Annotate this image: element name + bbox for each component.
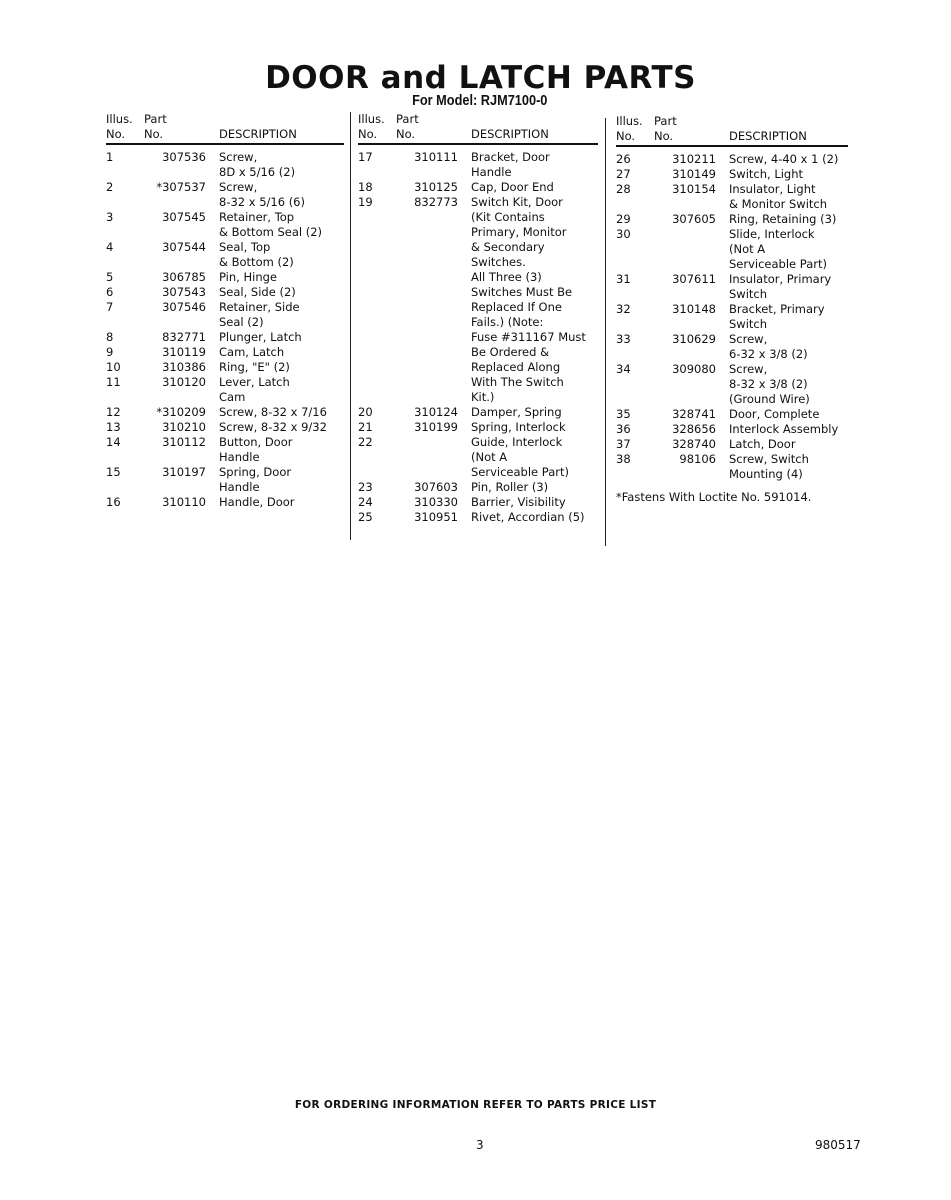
part-description: Ring, "E" (2) bbox=[219, 360, 290, 374]
part-description: Retainer, Side Seal (2) bbox=[219, 300, 300, 329]
table-row bbox=[106, 345, 344, 360]
part-description: Pin, Roller (3) bbox=[471, 480, 549, 494]
part-number: 328741 bbox=[672, 407, 716, 421]
table-row bbox=[106, 285, 344, 300]
part-description: Switch Kit, Door (Kit Contains Primary, Monitor & Secondary Switches. All Three (3) Switches Must Be Replaced If One Fails.) (Note: Fuse #311167 Must Be Ordered & Replaced Along With The Switch Kit.) bbox=[471, 195, 586, 404]
part-number: 310148 bbox=[672, 302, 716, 316]
table-row bbox=[616, 152, 848, 167]
part-description: Interlock Assembly bbox=[729, 422, 839, 436]
part-description: Rivet, Accordian (5) bbox=[471, 510, 585, 524]
table-row bbox=[358, 420, 598, 435]
illus-number: 14 bbox=[106, 435, 121, 449]
part-number: 310125 bbox=[414, 180, 458, 194]
illus-number: 12 bbox=[106, 405, 121, 419]
illus-number: 10 bbox=[106, 360, 121, 374]
table-row bbox=[106, 270, 344, 285]
part-number: 310120 bbox=[162, 375, 206, 389]
part-number: 310112 bbox=[162, 435, 206, 449]
table-row bbox=[616, 212, 848, 227]
part-number: 309080 bbox=[672, 362, 716, 376]
illus-number: 32 bbox=[616, 302, 631, 316]
part-number: 832771 bbox=[162, 330, 206, 344]
part-description: Screw, 8-32 x 5/16 (6) bbox=[219, 180, 305, 209]
part-description: Spring, Interlock bbox=[471, 420, 566, 434]
table-row bbox=[358, 480, 598, 495]
header-row-top bbox=[106, 112, 344, 127]
column-divider bbox=[350, 112, 351, 540]
table-row bbox=[106, 420, 344, 435]
illus-number: 2 bbox=[106, 180, 114, 194]
part-number: 310154 bbox=[672, 182, 716, 196]
header-row-bottom bbox=[616, 129, 848, 145]
table-row bbox=[358, 150, 598, 180]
table-row bbox=[616, 182, 848, 212]
illus-number: 33 bbox=[616, 332, 631, 346]
part-description: Screw, 8-32 x 9/32 bbox=[219, 420, 327, 434]
part-number: 310197 bbox=[162, 465, 206, 479]
description-header: DESCRIPTION bbox=[729, 129, 807, 143]
table-row bbox=[106, 375, 344, 405]
description-header: DESCRIPTION bbox=[219, 127, 297, 141]
illus-number: 21 bbox=[358, 420, 373, 434]
table-row bbox=[358, 405, 598, 420]
part-header: Part bbox=[144, 112, 167, 126]
header-rule bbox=[616, 145, 848, 147]
illus-number: 37 bbox=[616, 437, 631, 451]
no-header: No. bbox=[358, 127, 378, 141]
part-description: Latch, Door bbox=[729, 437, 796, 451]
part-number: 307546 bbox=[162, 300, 206, 314]
illus-number: 38 bbox=[616, 452, 631, 466]
illus-number: 18 bbox=[358, 180, 373, 194]
part-description: Slide, Interlock (Not A Serviceable Part) bbox=[729, 227, 827, 271]
document-id: 980517 bbox=[815, 1138, 861, 1152]
part-number: 310124 bbox=[414, 405, 458, 419]
illus-number: 22 bbox=[358, 435, 373, 449]
illus-number: 4 bbox=[106, 240, 114, 254]
table-row bbox=[616, 437, 848, 452]
part-number: 306785 bbox=[162, 270, 206, 284]
part-number: 832773 bbox=[414, 195, 458, 209]
part-number: 310210 bbox=[162, 420, 206, 434]
part-no-header: No. bbox=[396, 127, 416, 141]
illus-number: 20 bbox=[358, 405, 373, 419]
part-description: Button, Door Handle bbox=[219, 435, 293, 464]
table-row bbox=[106, 180, 344, 210]
table-row bbox=[616, 272, 848, 302]
illus-number: 28 bbox=[616, 182, 631, 196]
part-description: Cam, Latch bbox=[219, 345, 285, 359]
loctite-note: *Fastens With Loctite No. 591014. bbox=[616, 490, 812, 504]
illus-number: 9 bbox=[106, 345, 114, 359]
table-row bbox=[616, 167, 848, 182]
header-row-bottom bbox=[358, 127, 598, 143]
part-description: Barrier, Visibility bbox=[471, 495, 566, 509]
illus-number: 19 bbox=[358, 195, 373, 209]
table-row bbox=[358, 180, 598, 195]
table-row bbox=[106, 465, 344, 495]
table-row bbox=[106, 330, 344, 345]
illus-number: 15 bbox=[106, 465, 121, 479]
part-description: Door, Complete bbox=[729, 407, 820, 421]
part-description: Screw, 4-40 x 1 (2) bbox=[729, 152, 839, 166]
part-description: Cap, Door End bbox=[471, 180, 554, 194]
part-description: Switch, Light bbox=[729, 167, 804, 181]
model-subtitle: For Model: RJM7100-0 bbox=[412, 92, 548, 109]
part-number: 310199 bbox=[414, 420, 458, 434]
part-number: 307605 bbox=[672, 212, 716, 226]
part-number: 328740 bbox=[672, 437, 716, 451]
table-row bbox=[106, 405, 344, 420]
part-number: 307545 bbox=[162, 210, 206, 224]
part-description: Seal, Top & Bottom (2) bbox=[219, 240, 294, 269]
table-row bbox=[358, 495, 598, 510]
table-row bbox=[358, 195, 598, 405]
part-number: 307544 bbox=[162, 240, 206, 254]
illus-number: 35 bbox=[616, 407, 631, 421]
description-header: DESCRIPTION bbox=[471, 127, 549, 141]
illus-number: 24 bbox=[358, 495, 373, 509]
part-number: 328656 bbox=[672, 422, 716, 436]
illus-number: 17 bbox=[358, 150, 373, 164]
part-number: *310209 bbox=[156, 405, 206, 419]
illus-number: 34 bbox=[616, 362, 631, 376]
table-row bbox=[106, 240, 344, 270]
illus-number: 25 bbox=[358, 510, 373, 524]
part-number: *307537 bbox=[156, 180, 206, 194]
part-description: Seal, Side (2) bbox=[219, 285, 296, 299]
part-description: Bracket, Primary Switch bbox=[729, 302, 825, 331]
part-header: Part bbox=[396, 112, 419, 126]
illus-header: Illus. bbox=[106, 112, 133, 126]
table-row bbox=[616, 407, 848, 422]
parts-column-2 bbox=[358, 112, 598, 525]
table-row bbox=[358, 510, 598, 525]
parts-column-3 bbox=[616, 114, 848, 505]
table-row bbox=[616, 227, 848, 272]
table-row bbox=[106, 300, 344, 330]
illus-number: 30 bbox=[616, 227, 631, 241]
no-header: No. bbox=[106, 127, 126, 141]
part-description: Screw, Switch Mounting (4) bbox=[729, 452, 809, 481]
ordering-info-footer: FOR ORDERING INFORMATION REFER TO PARTS PRICE LIST bbox=[294, 1099, 657, 1111]
table-row bbox=[616, 452, 848, 482]
table-row bbox=[106, 435, 344, 465]
part-description: Screw, 8D x 5/16 (2) bbox=[219, 150, 296, 179]
illus-number: 11 bbox=[106, 375, 121, 389]
table-row bbox=[358, 435, 598, 480]
part-number: 98106 bbox=[679, 452, 716, 466]
part-number bbox=[654, 227, 716, 272]
table-row bbox=[106, 150, 344, 180]
illus-number: 13 bbox=[106, 420, 121, 434]
illus-number: 29 bbox=[616, 212, 631, 226]
part-description: Handle, Door bbox=[219, 495, 295, 509]
no-header: No. bbox=[616, 129, 636, 143]
illus-number: 16 bbox=[106, 495, 121, 509]
illus-number: 6 bbox=[106, 285, 114, 299]
part-no-header: No. bbox=[654, 129, 674, 143]
part-description: Lever, Latch Cam bbox=[219, 375, 290, 404]
part-description: Screw, 8-32 x 7/16 bbox=[219, 405, 327, 419]
illus-header: Illus. bbox=[616, 114, 643, 128]
part-number: 310149 bbox=[672, 167, 716, 181]
header-rule bbox=[358, 143, 598, 145]
part-header: Part bbox=[654, 114, 677, 128]
part-number: 310386 bbox=[162, 360, 206, 374]
part-number: 307543 bbox=[162, 285, 206, 299]
header-row-bottom bbox=[106, 127, 344, 143]
illus-number: 31 bbox=[616, 272, 631, 286]
table-row bbox=[616, 302, 848, 332]
header-row-top bbox=[358, 112, 598, 127]
illus-number: 7 bbox=[106, 300, 114, 314]
table-row bbox=[106, 495, 344, 510]
part-number bbox=[396, 435, 458, 480]
illus-number: 23 bbox=[358, 480, 373, 494]
part-description: Guide, Interlock (Not A Serviceable Part) bbox=[471, 435, 569, 479]
column-divider bbox=[605, 118, 606, 546]
header-rule bbox=[106, 143, 344, 145]
part-description: Ring, Retaining (3) bbox=[729, 212, 837, 226]
illus-number: 26 bbox=[616, 152, 631, 166]
part-description: Insulator, Primary Switch bbox=[729, 272, 832, 301]
page-number: 3 bbox=[476, 1138, 484, 1152]
illus-header: Illus. bbox=[358, 112, 385, 126]
part-description: Screw, 8-32 x 3/8 (2) (Ground Wire) bbox=[729, 362, 810, 406]
part-number: 310110 bbox=[162, 495, 206, 509]
page-title: DOOR and LATCH PARTS bbox=[265, 60, 696, 96]
header-row-top bbox=[616, 114, 848, 129]
part-number: 307603 bbox=[414, 480, 458, 494]
table-row bbox=[616, 362, 848, 407]
illus-number: 8 bbox=[106, 330, 114, 344]
table-row bbox=[106, 210, 344, 240]
part-number: 310951 bbox=[414, 510, 458, 524]
part-number: 310330 bbox=[414, 495, 458, 509]
part-number: 310629 bbox=[672, 332, 716, 346]
part-number: 310211 bbox=[672, 152, 716, 166]
part-description: Retainer, Top & Bottom Seal (2) bbox=[219, 210, 323, 239]
part-number: 310119 bbox=[162, 345, 206, 359]
part-number: 307536 bbox=[162, 150, 206, 164]
part-description: Damper, Spring bbox=[471, 405, 562, 419]
table-row bbox=[106, 360, 344, 375]
illus-number: 27 bbox=[616, 167, 631, 181]
illus-number: 1 bbox=[106, 150, 114, 164]
table-row bbox=[616, 332, 848, 362]
part-description: Bracket, Door Handle bbox=[471, 150, 550, 179]
part-description: Screw, 6-32 x 3/8 (2) bbox=[729, 332, 808, 361]
illus-number: 36 bbox=[616, 422, 631, 436]
part-number: 307611 bbox=[672, 272, 716, 286]
part-description: Pin, Hinge bbox=[219, 270, 277, 284]
part-description: Plunger, Latch bbox=[219, 330, 302, 344]
part-description: Spring, Door Handle bbox=[219, 465, 292, 494]
part-description: Insulator, Light & Monitor Switch bbox=[729, 182, 828, 211]
part-number: 310111 bbox=[414, 150, 458, 164]
illus-number: 3 bbox=[106, 210, 114, 224]
part-no-header: No. bbox=[144, 127, 164, 141]
illus-number: 5 bbox=[106, 270, 114, 284]
table-row bbox=[616, 422, 848, 437]
parts-column-1 bbox=[106, 112, 344, 510]
